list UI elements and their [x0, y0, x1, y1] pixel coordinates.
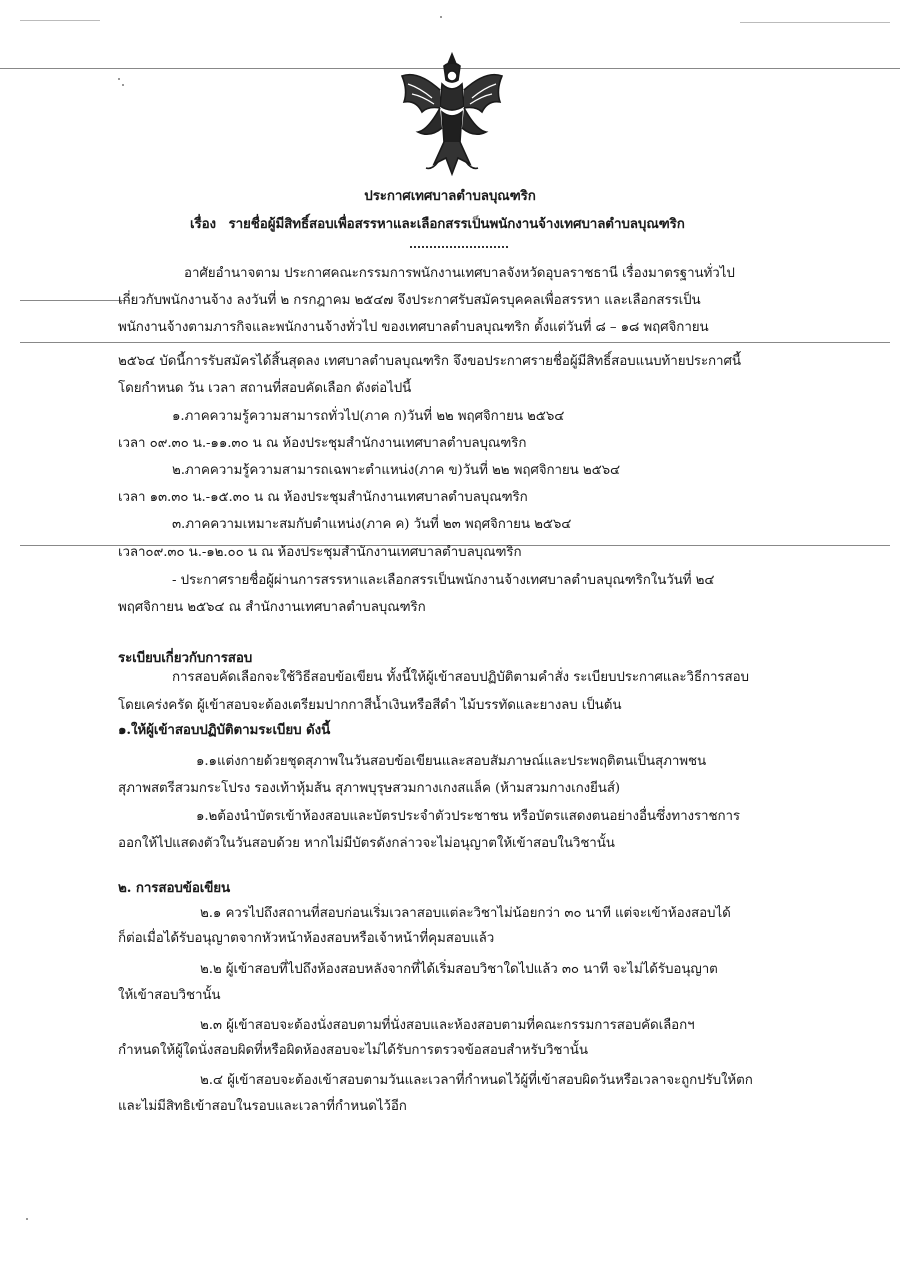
garuda-emblem-icon [398, 50, 506, 178]
schedule-line: ๓.ภาคความเหมาะสมกับตำแหน่ง(ภาค ค) วันที่ ๒๓ พฤศจิกายน ๒๕๖๔ [172, 517, 572, 532]
rules-intro-line: การสอบคัดเลือกจะใช้วิธีสอบข้อเขียน ทั้งนี้ให้ผู้เข้าสอบปฏิบัติตามคำสั่ง ระเบียบประกาศและวิธีการสอบ [172, 670, 749, 685]
speck [440, 16, 442, 18]
speck [122, 84, 124, 86]
subject-text: รายชื่อผู้มีสิทธิ์สอบเพื่อสรรหาและเลือกสรรเป็นพนักงานจ้างเทศบาลตำบลบุณฑริก [228, 216, 685, 232]
scan-line-mark [20, 20, 100, 21]
scan-line-mark [740, 22, 890, 23]
section1-heading: ๑.ให้ผู้เข้าสอบปฏิบัติตามระเบียบ ดังนี้ [118, 722, 331, 738]
section1-item: ๑.๒ต้องนำบัตรเข้าห้องสอบและบัตรประจำตัวประชาชน หรือบัตรแสดงตนอย่างอื่นซึ่งทางราชการ [196, 809, 740, 824]
speck [118, 78, 120, 80]
section2-item: ๒.๑ ควรไปถึงสถานที่สอบก่อนเริ่มเวลาสอบแต่ละวิชาไม่น้อยกว่า ๓๐ นาที แต่จะเข้าห้องสอบได้ [200, 906, 731, 921]
schedule-line: เวลา๐๙.๓๐ น.-๑๒.๐๐ น ณ ห้องประชุมสำนักงานเทศบาลตำบลบุณฑริก [118, 545, 522, 560]
scan-line [20, 300, 130, 301]
result-notice-line: พฤศจิกายน ๒๕๖๔ ณ สำนักงานเทศบาลตำบลบุณฑริก [118, 600, 426, 615]
title-divider [410, 246, 508, 248]
section2-item: ก็ต่อเมื่อได้รับอนุญาตจากหัวหน้าห้องสอบหรือเจ้าหน้าที่คุมสอบแล้ว [118, 931, 495, 946]
schedule-line: ๒.ภาคความรู้ความสามารถเฉพาะตำแหน่ง(ภาค ข)วันที่ ๒๒ พฤศจิกายน ๒๕๖๔ [172, 463, 621, 478]
subject-line [190, 214, 685, 234]
section2-item: ๒.๓ ผู้เข้าสอบจะต้องนั่งสอบตามที่นั่งสอบและห้องสอบตามที่คณะกรรมการสอบคัดเลือกฯ [200, 1018, 695, 1033]
subject-label: เรื่อง [190, 216, 216, 232]
schedule-line: เวลา ๐๙.๓๐ น.-๑๑.๓๐ น ณ ห้องประชุมสำนักงานเทศบาลตำบลบุณฑริก [118, 436, 527, 451]
section2-item: ให้เข้าสอบวิชานั้น [118, 988, 221, 1003]
section2-item: และไม่มีสิทธิเข้าสอบในรอบและเวลาที่กำหนดไว้อีก [118, 1099, 407, 1114]
schedule-line: เวลา ๑๓.๓๐ น.-๑๕.๓๐ น ณ ห้องประชุมสำนักงานเทศบาลตำบลบุณฑริก [118, 490, 528, 505]
rules-intro-line: โดยเคร่งครัด ผู้เข้าสอบจะต้องเตรียมปากกาสีน้ำเงินหรือสีดำ ไม้บรรทัดและยางลบ เป็นต้น [118, 698, 622, 713]
section1-item: ๑.๑แต่งกายด้วยชุดสุภาพในวันสอบข้อเขียนและสอบสัมภาษณ์และประพฤติตนเป็นสุภาพชน [196, 754, 707, 769]
section1-item: ออกให้ไปแสดงตัวในวันสอบด้วย หากไม่มีบัตรดังกล่าวจะไม่อนุญาตให้เข้าสอบในวิชานั้น [118, 836, 615, 851]
schedule-line: ๑.ภาคความรู้ความสามารถทั่วไป(ภาค ก)วันที่ ๒๒ พฤศจิกายน ๒๕๖๔ [172, 409, 565, 424]
result-notice-line: - ประกาศรายชื่อผู้ผ่านการสรรหาและเลือกสรรเป็นพนักงานจ้างเทศบาลตำบลบุณฑริกในวันที่ ๒๔ [172, 573, 715, 588]
section2-heading: ๒. การสอบข้อเขียน [118, 880, 231, 896]
scan-line [20, 342, 890, 343]
section2-item: ๒.๔ ผู้เข้าสอบจะต้องเข้าสอบตามวันและเวลาที่กำหนดไว้ผู้ที่เข้าสอบผิดวันหรือเวลาจะถูกปรับให้ตก [200, 1073, 753, 1088]
section1-item: สุภาพสตรีสวมกระโปรง รองเท้าหุ้มส้น สุภาพบุรุษสวมกางเกงสแล็ค (ห้ามสวมกางเกงยีนส์) [118, 781, 621, 796]
intro-line: พนักงานจ้างตามภารกิจและพนักงานจ้างทั่วไป ของเทศบาลตำบลบุณฑริก ตั้งแต่วันที่ ๘ – ๑๘ พฤศจิกายน [118, 320, 709, 335]
document-title: ประกาศเทศบาลตำบลบุณฑริก [364, 188, 536, 204]
intro-line: โดยกำหนด วัน เวลา สถานที่สอบคัดเลือก ดังต่อไปนี้ [118, 381, 412, 396]
speck [26, 1218, 28, 1220]
section2-item: ๒.๒ ผู้เข้าสอบที่ไปถึงห้องสอบหลังจากที่ได้เริ่มสอบวิชาใดไปแล้ว ๓๐ นาที จะไม่ได้รับอนุญาต [200, 962, 718, 977]
intro-line: อาศัยอำนาจตาม ประกาศคณะกรรมการพนักงานเทศบาลจังหวัดอุบลราชธานี เรื่องมาตรฐานทั่วไป [184, 266, 735, 281]
intro-line: ๒๕๖๔ บัดนี้การรับสมัครได้สิ้นสุดลง เทศบาลตำบลบุณฑริก จึงขอประกาศรายชื่อผู้มีสิทธิ์สอบแนบท้ายประกาศนี้ [118, 354, 741, 369]
rules-heading: ระเบียบเกี่ยวกับการสอบ [118, 650, 253, 666]
section2-item: กำหนดให้ผู้ใดนั่งสอบผิดที่หรือผิดห้องสอบจะไม่ได้รับการตรวจข้อสอบสำหรับวิชานั้น [118, 1043, 588, 1058]
intro-line: เกี่ยวกับพนักงานจ้าง ลงวันที่ ๒ กรกฎาคม ๒๕๔๗ จึงประกาศรับสมัครบุคคลเพื่อสรรหา และเลือกสรรเป็น [118, 293, 701, 308]
